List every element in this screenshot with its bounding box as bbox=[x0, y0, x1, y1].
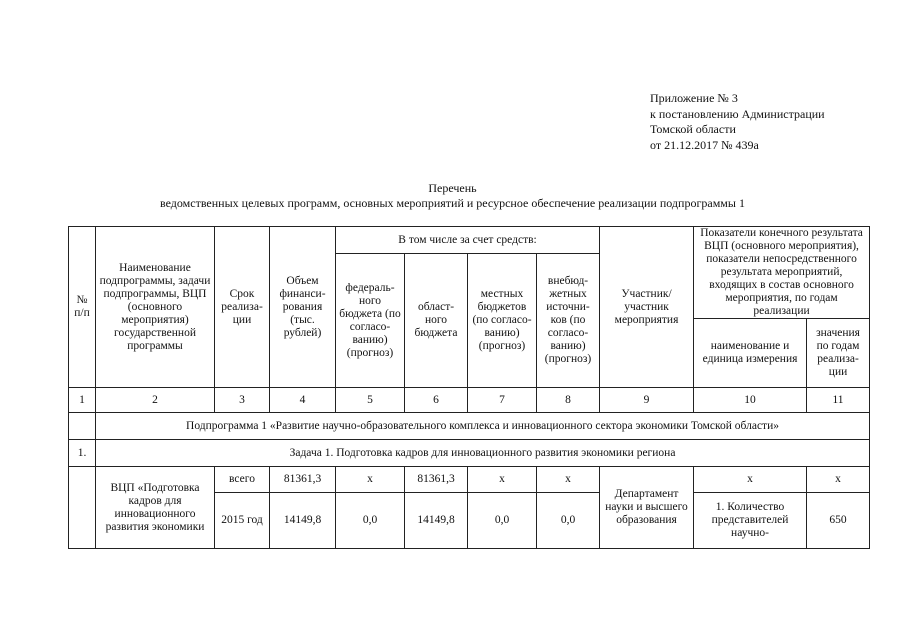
indicator-value-cell: 650 bbox=[807, 493, 870, 549]
regional-cell: 81361,3 bbox=[405, 467, 468, 493]
col-number: 9 bbox=[600, 388, 694, 413]
task-title: Задача 1. Подготовка кадров для инновационного развития экономики региона bbox=[96, 440, 870, 467]
header-indicator-values: значения по годам реализа-ции bbox=[807, 319, 870, 388]
extra-cell: 0,0 bbox=[537, 493, 600, 549]
annex-line-1: Приложение № 3 bbox=[650, 91, 738, 105]
header-term: Срок реализа-ции bbox=[215, 227, 270, 388]
annex-block bbox=[650, 91, 900, 153]
table-row bbox=[69, 467, 870, 493]
participant-cell: Департамент науки и высшего образования bbox=[600, 467, 694, 549]
program-table bbox=[68, 226, 870, 549]
header-including: В том числе за счет средств: bbox=[336, 227, 600, 254]
col-number: 7 bbox=[468, 388, 537, 413]
header-participant: Участник/ участник мероприятия bbox=[600, 227, 694, 388]
indicator-name-cell: х bbox=[694, 467, 807, 493]
annex-line-4: от 21.12.2017 № 439а bbox=[650, 137, 759, 152]
vcp-num-cell bbox=[69, 467, 96, 549]
col-number: 8 bbox=[537, 388, 600, 413]
indicator-value-cell: х bbox=[807, 467, 870, 493]
col-number: 3 bbox=[215, 388, 270, 413]
document-title: Перечень bbox=[428, 181, 477, 195]
header-indicator-name: наименование и единица измерения bbox=[694, 319, 807, 388]
local-cell: х bbox=[468, 467, 537, 493]
federal-cell: х bbox=[336, 467, 405, 493]
task-row bbox=[69, 440, 870, 467]
header-indicators: Показатели конечного результата ВЦП (основного мероприятия), показатели непосредственного результата мероприятий, входящих в состав основного мероприятия, по годам реализации bbox=[694, 227, 870, 319]
local-cell: 0,0 bbox=[468, 493, 537, 549]
col-number: 6 bbox=[405, 388, 468, 413]
document-subtitle: ведомственных целевых программ, основных мероприятий и ресурсное обеспечение реализации подпрограммы 1 bbox=[160, 196, 745, 210]
task-num: 1. bbox=[69, 440, 96, 467]
header-name: Наименование подпрограммы, задачи подпрограммы, ВЦП (основного мероприятия) государственной программы bbox=[96, 227, 215, 388]
col-number: 2 bbox=[96, 388, 215, 413]
header-regional: област-ного бюджета bbox=[405, 254, 468, 388]
col-number: 11 bbox=[807, 388, 870, 413]
annex-line-3: Томской области bbox=[650, 122, 736, 136]
header-local: местных бюджетов (по согласо-ванию) (прогноз) bbox=[468, 254, 537, 388]
volume-cell: 81361,3 bbox=[270, 467, 336, 493]
col-number: 4 bbox=[270, 388, 336, 413]
header-num: № п/п bbox=[69, 227, 96, 388]
subprogram-row bbox=[69, 413, 870, 440]
col-number: 10 bbox=[694, 388, 807, 413]
header-volume: Объем финанси-рования (тыс. рублей) bbox=[270, 227, 336, 388]
column-number-row bbox=[69, 388, 870, 413]
extra-cell: х bbox=[537, 467, 600, 493]
volume-cell: 14149,8 bbox=[270, 493, 336, 549]
term-cell: 2015 год bbox=[215, 493, 270, 549]
col-number: 1 bbox=[69, 388, 96, 413]
subprogram-num-cell bbox=[69, 413, 96, 440]
indicator-name-cell: 1. Количество представителей научно- bbox=[694, 493, 807, 549]
federal-cell: 0,0 bbox=[336, 493, 405, 549]
subprogram-title: Подпрограмма 1 «Развитие научно-образовательного комплекса и инновационного сектора экономики Томской области» bbox=[96, 413, 870, 440]
header-federal: федераль-ного бюджета (по согласо-ванию) (прогноз) bbox=[336, 254, 405, 388]
header-extra: внебюд-жетных источни-ков (по согласо-ванию) (прогноз) bbox=[537, 254, 600, 388]
vcp-name: ВЦП «Подготовка кадров для инновационного развития экономики bbox=[96, 467, 215, 549]
term-cell: всего bbox=[215, 467, 270, 493]
regional-cell: 14149,8 bbox=[405, 493, 468, 549]
col-number: 5 bbox=[336, 388, 405, 413]
annex-line-2: к постановлению Администрации bbox=[650, 106, 825, 121]
